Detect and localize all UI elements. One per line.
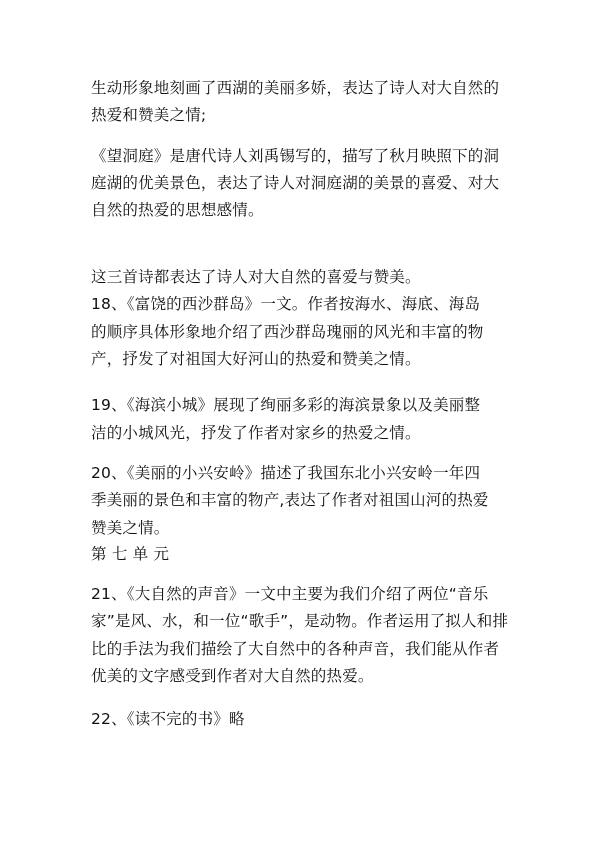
text-line: 比的手法为我们描绘了大自然中的各种声音，我们能从作者 bbox=[91, 640, 500, 658]
text-line: 20、《美丽的小兴安岭》描述了我国东北小兴安岭一年四 bbox=[91, 464, 481, 482]
text-line: 优美的文字感受到作者对大自然的热爱。 bbox=[91, 667, 374, 685]
text-line: 22、《读不完的书》略 bbox=[91, 710, 245, 728]
text-line: 《望洞庭》是唐代诗人刘禹锡写的，描写了秋月映照下的洞 bbox=[91, 147, 500, 165]
text-line: 家”是风、水，和一位“歌手”，是动物。作者运用了拟人和排 bbox=[91, 612, 509, 630]
text-line: 自然的热爱的思想感情。 bbox=[91, 201, 264, 219]
text-line: 庭湖的优美景色，表达了诗人对洞庭湖的美景的喜爱、对大 bbox=[91, 174, 500, 192]
text-line: 的顺序具体形象地介绍了西沙群岛瑰丽的风光和丰富的物 bbox=[91, 323, 484, 341]
text-line: 产，抒发了对祖国大好河山的热爱和赞美之情。 bbox=[91, 350, 421, 368]
text-line: 赞美之情。 bbox=[91, 519, 170, 537]
text-line: 这三首诗都表达了诗人对大自然的喜爱与赞美。 bbox=[91, 268, 421, 286]
section-heading: 第 七 单 元 bbox=[91, 545, 170, 563]
text-line: 季美丽的景色和丰富的物产,表达了作者对祖国山河的热爱 bbox=[91, 491, 489, 509]
text-line: 洁的小城风光，抒发了作者对家乡的热爱之情。 bbox=[91, 424, 421, 442]
text-line: 18、《富饶的西沙群岛》一文。作者按海水、海底、海岛 bbox=[91, 295, 481, 313]
text-line: 19、《海滨小城》展现了绚丽多彩的海滨景象以及美丽整 bbox=[91, 396, 481, 414]
text-line: 生动形象地刻画了西湖的美丽多娇，表达了诗人对大自然的 bbox=[91, 79, 500, 97]
text-line: 21、《大自然的声音》一文中主要为我们介绍了两位“音乐 bbox=[91, 585, 489, 603]
text-line: 热爱和赞美之情; bbox=[91, 106, 207, 124]
